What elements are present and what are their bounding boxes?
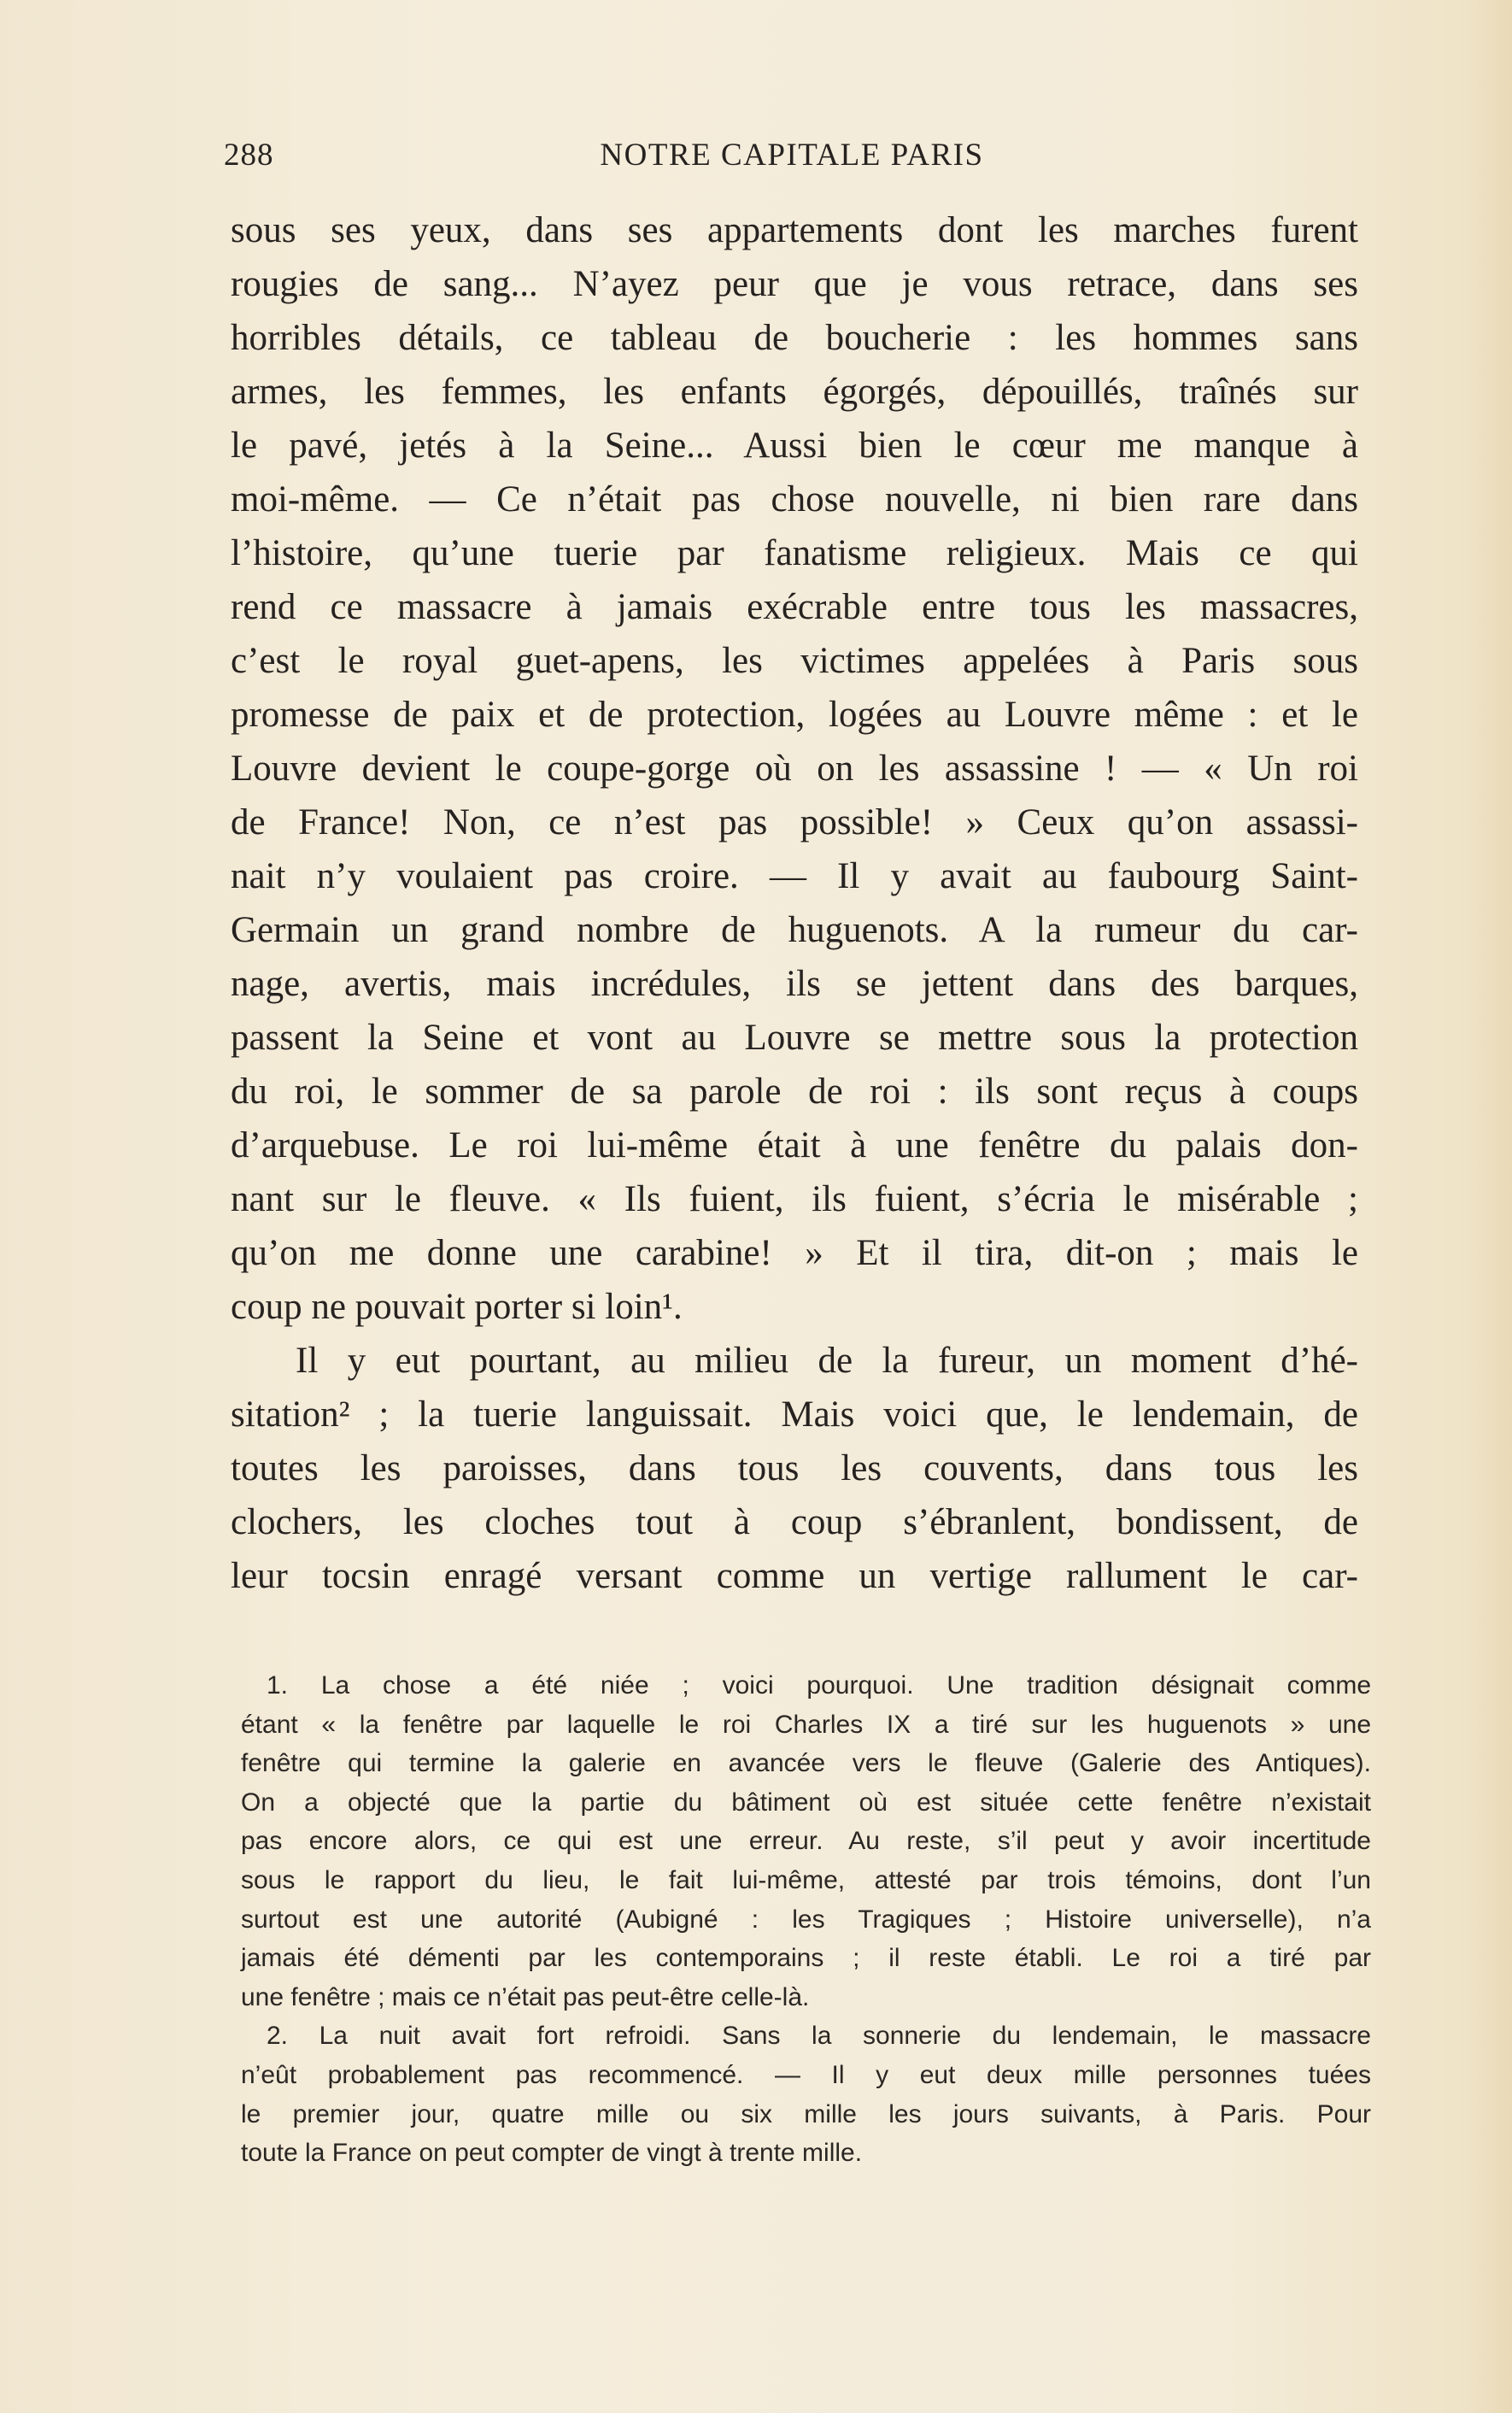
body-line: nait n’y voulaient pas croire. — Il y avait au faubourg Saint- [231, 856, 1358, 896]
body-line: Louvre devient le coupe-gorge où on les assassine ! — « Un roi [231, 749, 1358, 789]
body-line: d’arquebuse. Le roi lui-même était à une fenêtre du palais don- [231, 1125, 1358, 1165]
running-title: NOTRE CAPITALE PARIS [600, 138, 984, 173]
footnote-line: une fenêtre ; mais ce n’était pas peut-être celle-là. [241, 1982, 810, 2011]
body-line: rend ce massacre à jamais exécrable entre tous les massacres, [231, 587, 1358, 627]
page-header [224, 137, 1360, 179]
footnote-line: 2. La nuit avait fort refroidi. Sans la sonnerie du lendemain, le massacre [267, 2022, 1371, 2051]
body-line: sous ses yeux, dans ses appartements dont les marches furent [231, 210, 1358, 250]
body-line: toutes les paroisses, dans tous les couvents, dans tous les [231, 1448, 1358, 1488]
footnote-line: jamais été démenti par les contemporains ; il reste établi. Le roi a tiré par [241, 1944, 1371, 1973]
body-line: coup ne pouvait porter si loin¹. [231, 1287, 683, 1327]
body-line: nant sur le fleuve. « Ils fuient, ils fuient, s’écria le misérable ; [231, 1179, 1358, 1219]
body-line: l’histoire, qu’une tuerie par fanatisme religieux. Mais ce qui [231, 533, 1358, 573]
footnote-line: étant « la fenêtre par laquelle le roi Charles IX a tiré sur les huguenots » une [241, 1710, 1371, 1739]
body-line: du roi, le sommer de sa parole de roi : ils sont reçus à coups [231, 1071, 1358, 1112]
body-text [231, 203, 1358, 1603]
footnote-line: n’eût probablement pas recommencé. — Il y eut deux mille personnes tuées [241, 2060, 1371, 2089]
body-line: le pavé, jetés à la Seine... Aussi bien le cœur me manque à [231, 426, 1358, 466]
body-line: de France! Non, ce n’est pas possible! » Ceux qu’on assassi- [231, 802, 1358, 842]
body-line: promesse de paix et de protection, logées au Louvre même : et le [231, 695, 1358, 735]
body-line: rougies de sang... N’ayez peur que je vous retrace, dans ses [231, 264, 1358, 304]
body-line: horribles détails, ce tableau de boucherie : les hommes sans [231, 318, 1358, 358]
body-line: clochers, les cloches tout à coup s’ébranlent, bondissent, de [231, 1502, 1358, 1542]
body-line: nage, avertis, mais incrédules, ils se jettent dans des barques, [231, 964, 1358, 1004]
footnote-line: surtout est une autorité (Aubigné : les Tragiques ; Histoire universelle), n’a [241, 1905, 1371, 1934]
footnote-line: fenêtre qui termine la galerie en avancée vers le fleuve (Galerie des Antiques). [241, 1749, 1371, 1778]
footnote-line: toute la France on peut compter de vingt à trente mille. [241, 2139, 863, 2168]
body-line: Germain un grand nombre de huguenots. A la rumeur du car- [231, 910, 1358, 950]
footnote-line: 1. La chose a été niée ; voici pourquoi. Une tradition désignait comme [267, 1671, 1371, 1700]
body-line: armes, les femmes, les enfants égorgés, dépouillés, traînés sur [231, 372, 1358, 412]
body-line: passent la Seine et vont au Louvre se mettre sous la protection [231, 1018, 1358, 1058]
footnote-line: le premier jour, quatre mille ou six mille les jours suivants, à Paris. Pour [241, 2099, 1371, 2128]
body-line: sitation² ; la tuerie languissait. Mais voici que, le lendemain, de [231, 1394, 1358, 1435]
footnote-line: sous le rapport du lieu, le fait lui-même, attesté par trois témoins, dont l’un [241, 1865, 1371, 1894]
body-line: c’est le royal guet-apens, les victimes appelées à Paris sous [231, 641, 1358, 681]
body-line: Il y eut pourtant, au milieu de la fureur, un moment d’hé- [296, 1341, 1358, 1381]
body-line: leur tocsin enragé versant comme un vertige rallument le car- [231, 1556, 1358, 1596]
footnotes [241, 1666, 1371, 2173]
page-number: 288 [224, 138, 274, 173]
body-line: moi-même. — Ce n’était pas chose nouvelle, ni bien rare dans [231, 479, 1358, 520]
footnote-line: pas encore alors, ce qui est une erreur. Au reste, s’il peut y avoir incertitude [241, 1827, 1371, 1856]
body-line: qu’on me donne une carabine! » Et il tira, dit-on ; mais le [231, 1233, 1358, 1273]
footnote-line: On a objecté que la partie du bâtiment où est située cette fenêtre n’existait [241, 1788, 1371, 1817]
